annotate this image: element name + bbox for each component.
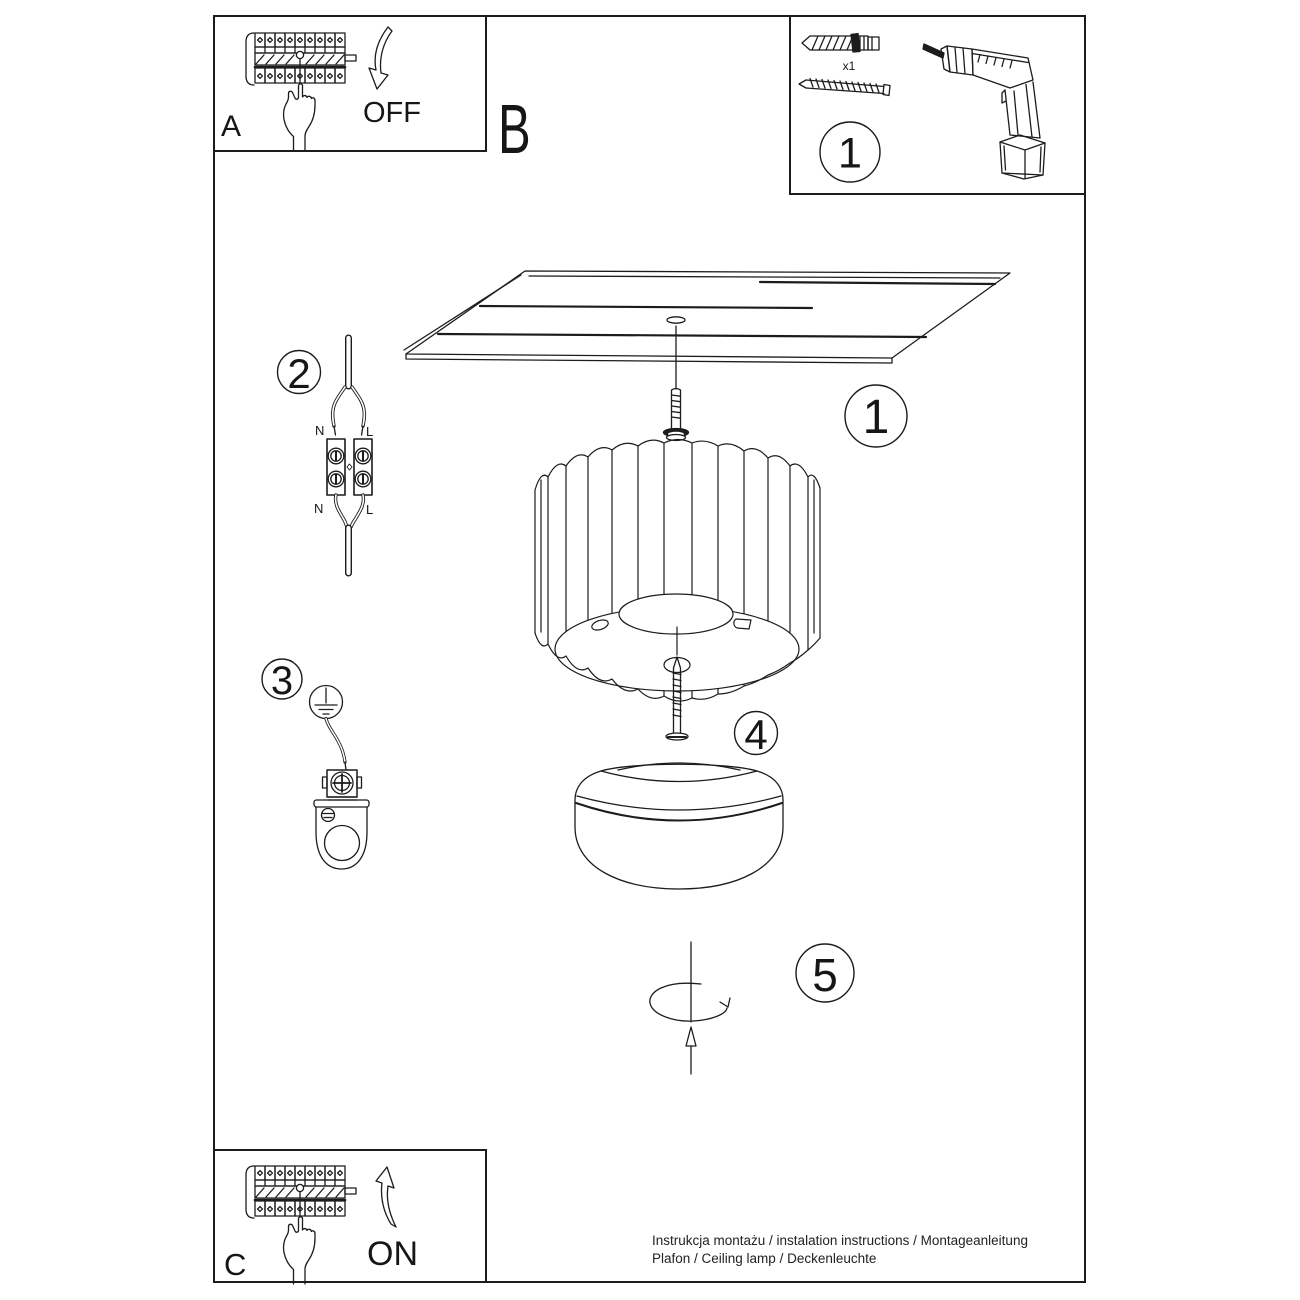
- section-b-label: B: [498, 90, 531, 168]
- panel-c-box: [213, 1149, 487, 1283]
- panel-a-box: [213, 15, 487, 152]
- step-2-number: 2: [287, 350, 311, 397]
- anchor-quantity-label: x1: [842, 59, 856, 73]
- step-1-number: 1: [862, 391, 890, 444]
- footer-title-line: Instrukcja montażu / instalation instructions / Montageanleitung: [652, 1233, 1028, 1248]
- toolbox-box: [789, 15, 1086, 195]
- main-frame: [213, 15, 1086, 1283]
- wire-n-top-label: N: [315, 423, 325, 438]
- toolbox-step-number: 1: [838, 129, 862, 178]
- panel-a-state-label: OFF: [363, 97, 421, 129]
- wire-n-bottom-label: N: [314, 501, 324, 516]
- panel-c-label: C: [224, 1247, 247, 1282]
- panel-a-label: A: [221, 110, 242, 143]
- panel-c-state-label: ON: [367, 1235, 418, 1273]
- step-4-number: 4: [744, 711, 768, 758]
- footer-product-line: Plafon / Ceiling lamp / Deckenleuchte: [652, 1251, 877, 1266]
- wire-l-top-label: L: [366, 424, 374, 439]
- wire-l-bottom-label: L: [366, 502, 374, 517]
- step-5-number: 5: [812, 949, 838, 1001]
- step-3-number: 3: [270, 659, 294, 703]
